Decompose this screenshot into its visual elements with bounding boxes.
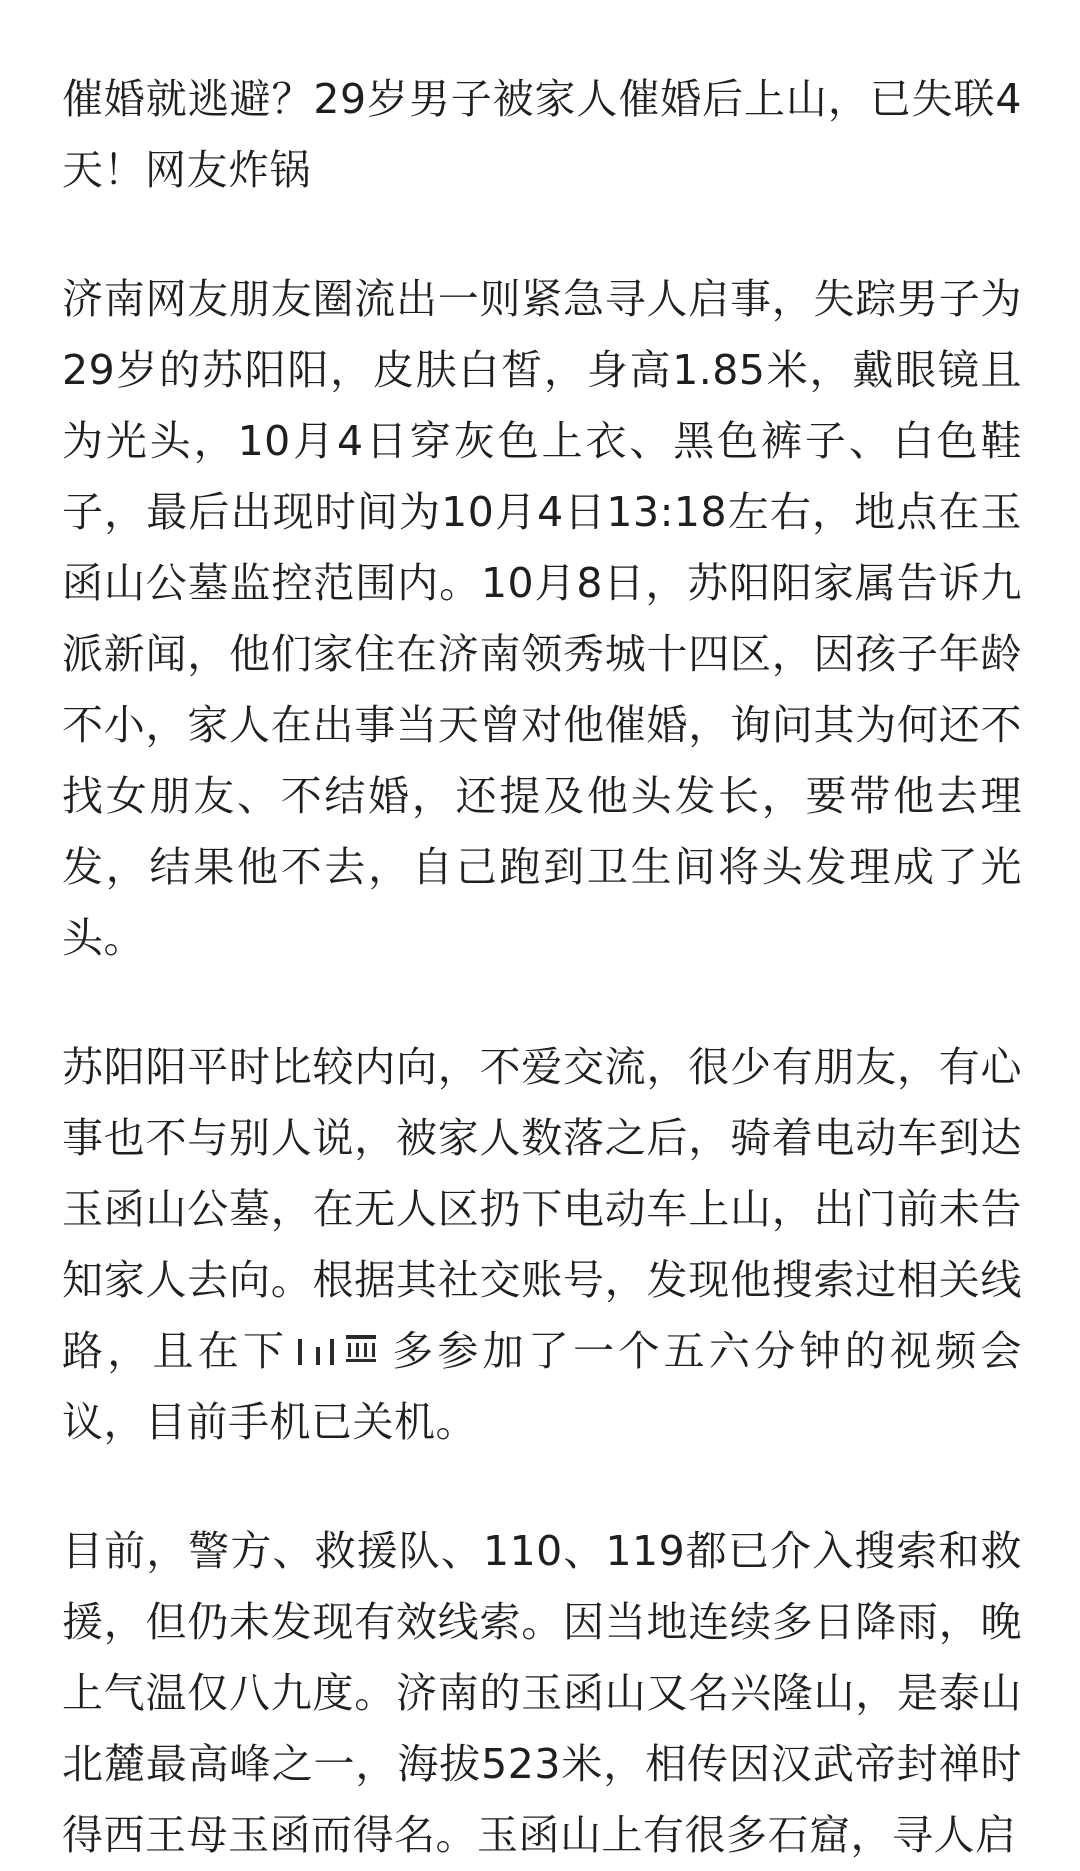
article-title: 催婚就逃避？29岁男子被家人催婚后上山，已失联4天！网友炸锅 — [62, 75, 1022, 194]
article-paragraph-2 — [62, 1032, 1022, 1458]
garbled-glyph-icon — [290, 1333, 386, 1369]
paragraph-2-text-end: 多参加了一个五六分钟的视频会议，目前手机已关机。 — [62, 1327, 1023, 1446]
paragraph-2-text-start: 苏阳阳平时比较内向，不爱交流，很少有朋友，有心事也不与别人说，被家人数落之后，骑着电动车到达玉函山公墓，在无人区扔下电动车上山，出门前未告知家人去向。根据其社交账号，发现他搜索过相关线路，且在下 — [62, 1043, 1022, 1375]
article-paragraph-1: 济南网友朋友圈流出一则紧急寻人启事，失踪男子为29岁的苏阳阳，皮肤白皙，身高1.85米，戴眼镜且为光头，10月4日穿灰色上衣、黑色裤子、白色鞋子，最后出现时间为10月4日13:18左右，地点在玉函山公墓监控范围内。10月8日，苏阳阳家属告诉九派新闻，他们家住在济南领秀城十四区，因孩子年龄不小，家人在出事当天曾对他催婚，询问其为何还不找女朋友、不结婚，还提及他头发长，要带他去理发，结果他不去，自己跑到卫生间将头发理成了光头。 — [62, 275, 1022, 962]
article-paragraph-3: 目前，警方、救援队、110、119都已介入搜索和救援，但仍未发现有效线索。因当地连续多日降雨，晚上气温仅八九度。济南的玉函山又名兴隆山，是泰山北麓最高峰之一，海拔523米，相传因汉武帝封禅时得西王母玉函而得名。玉函山上有很多石窟，寻人启 — [62, 1527, 1022, 1859]
article-body — [62, 64, 1022, 1871]
